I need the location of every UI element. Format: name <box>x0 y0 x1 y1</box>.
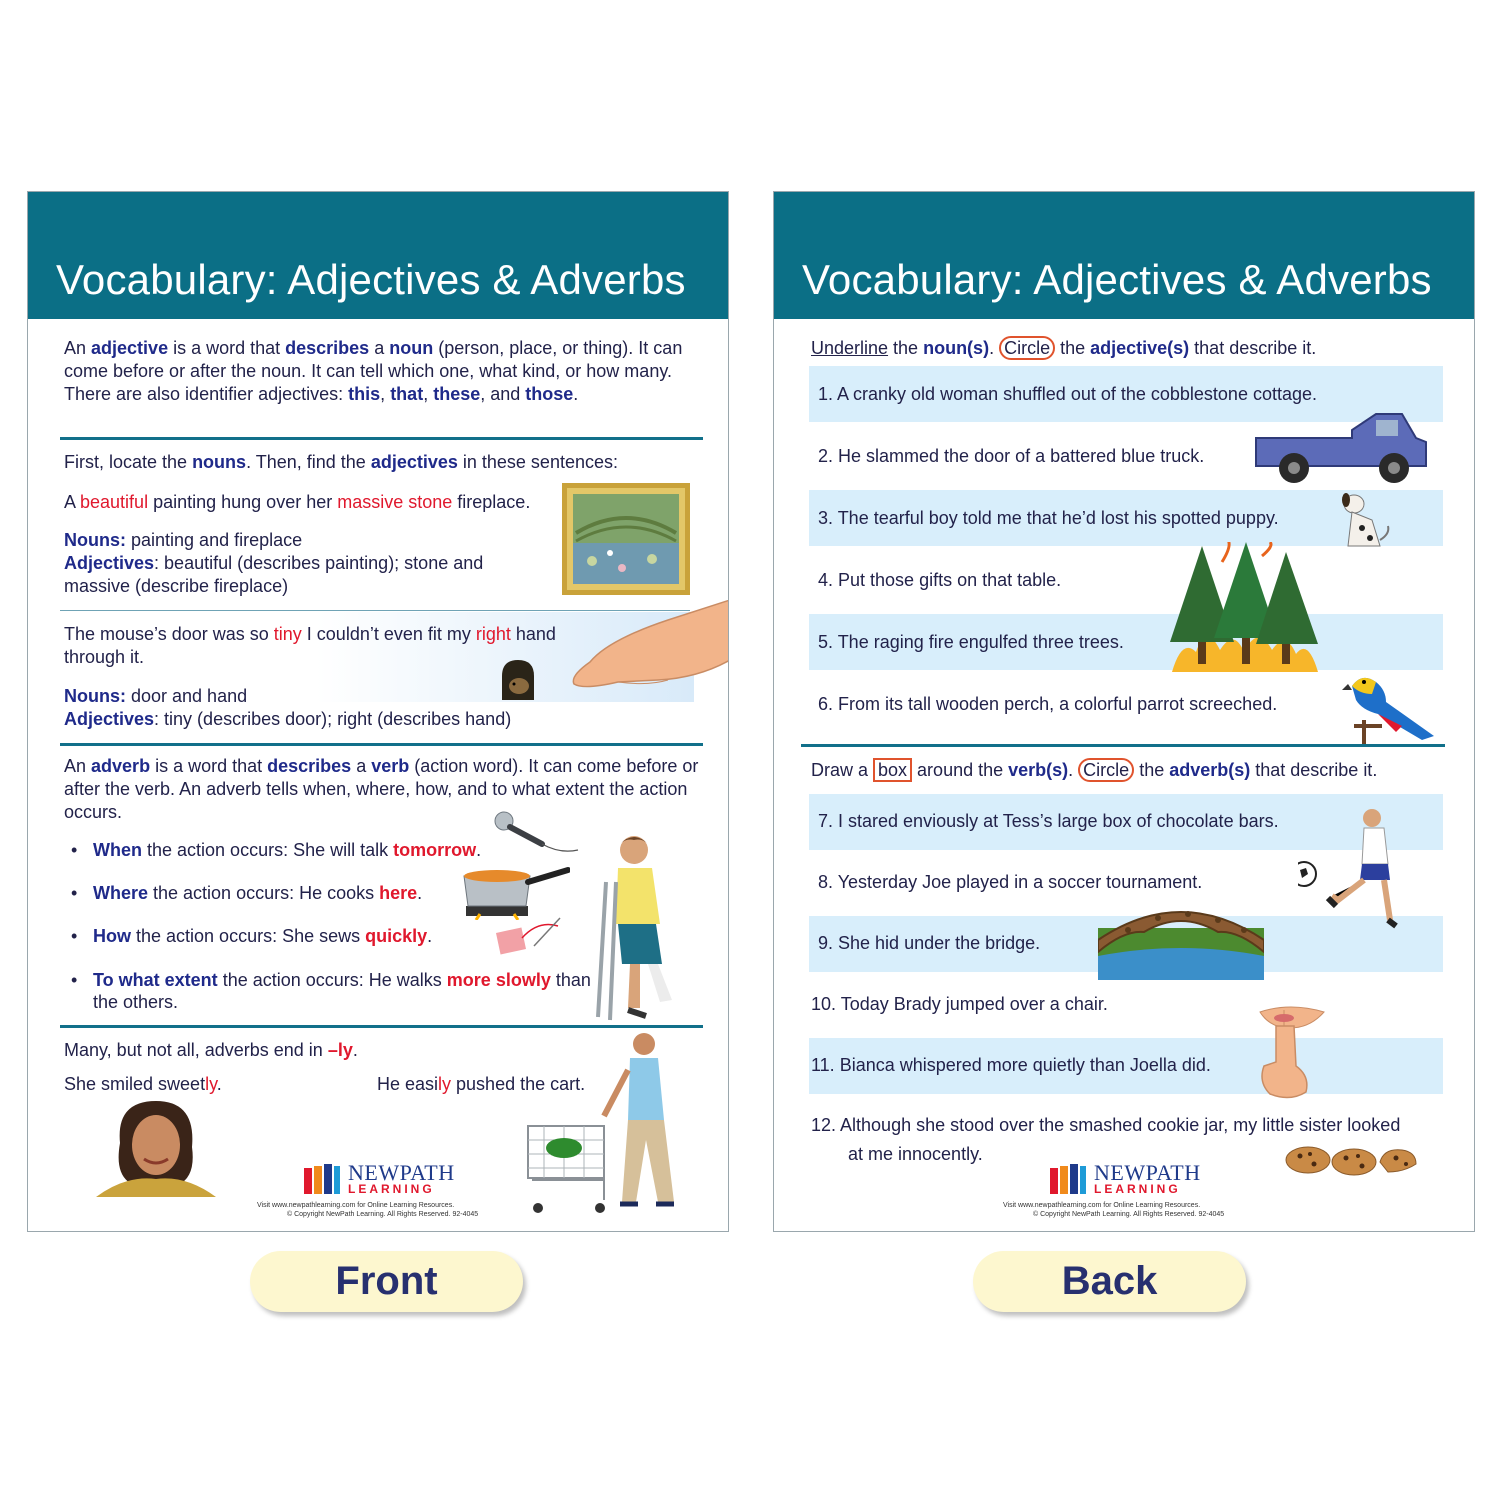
nouns-label: Nouns: <box>64 686 126 706</box>
question-8: 8. Yesterday Joe played in a soccer tournament. <box>818 872 1203 892</box>
bullet-lead: How <box>93 926 131 946</box>
text: that describe it. <box>1189 338 1317 358</box>
circle-word: Circle <box>1078 758 1134 782</box>
text: painting hung over her <box>148 492 338 512</box>
text: that describe it. <box>1250 760 1378 780</box>
cooking-pot-image <box>458 864 570 920</box>
bridge-painting-image <box>562 483 690 595</box>
text: I couldn’t even fit my <box>301 624 476 644</box>
text: . <box>427 926 433 946</box>
ly-highlight: ly <box>438 1074 452 1094</box>
adverb-highlight: tomorrow <box>393 840 477 860</box>
burning-trees-image <box>1162 542 1322 676</box>
term-these: these <box>433 384 481 404</box>
text: Draw a <box>811 760 874 780</box>
smiling-woman-image <box>96 1097 216 1197</box>
bullet-where <box>73 883 422 904</box>
text: A <box>64 492 81 512</box>
text: the <box>1055 338 1091 358</box>
text: An <box>64 338 92 358</box>
bullet-lead: When <box>93 840 142 860</box>
term-describes: describes <box>267 756 352 776</box>
text: . <box>573 384 579 404</box>
adjective-highlight: massive stone <box>337 492 453 512</box>
hand-and-mouse-image <box>498 600 729 705</box>
text: , <box>423 384 434 404</box>
term-that: that <box>390 384 424 404</box>
question-11: 11. Bianca whispered more quietly than Joella did. <box>811 1055 1211 1075</box>
term-describes: describes <box>285 338 370 358</box>
text: the action occurs: He cooks <box>148 883 380 903</box>
back-title: Vocabulary: Adjectives & Adverbs <box>802 256 1432 303</box>
parrot-image <box>1342 670 1438 746</box>
text: He easi <box>377 1074 439 1094</box>
text: (person, place, or thing). It can come before or after the noun. It can tell which one, what kind, or how many. There are also identifier adjectives: <box>64 338 683 404</box>
question-10: 10. Today Brady jumped over a chair. <box>811 994 1108 1014</box>
adjective-highlight: tiny <box>273 624 302 644</box>
text: the <box>888 338 924 358</box>
text: . Then, find the <box>246 452 371 472</box>
finger-to-lips-image <box>1250 1006 1330 1102</box>
ly-suffix: –ly <box>327 1040 353 1060</box>
stone-bridge-image <box>1098 900 1264 980</box>
text: a <box>369 338 390 358</box>
fine-print-2: © Copyright NewPath Learning. All Rights Reserved. 92-4045 <box>287 1211 479 1218</box>
term-nouns: noun(s) <box>923 338 990 358</box>
adjectives-value: : tiny (describes door); right (describes hand) <box>154 709 512 729</box>
cookies-image <box>1284 1142 1420 1178</box>
example-1-answer <box>64 529 554 598</box>
text: in these sentences: <box>457 452 618 472</box>
front-label: Front <box>250 1251 523 1312</box>
back-card <box>773 191 1475 1232</box>
term-adjective: adjective <box>91 338 169 358</box>
text: hand through it. <box>64 624 556 667</box>
divider <box>60 1025 703 1028</box>
logo-bottom-text: LEARNING <box>1094 1182 1181 1196</box>
sewing-needle-image <box>494 916 564 956</box>
text: (action word). It can come before or after the verb. An adverb tells when, where, how, and to what extent the action occurs. <box>64 756 699 822</box>
term-adjectives: adjectives <box>370 452 458 472</box>
ly-example-1 <box>64 1073 222 1096</box>
question-12: 12. Although she stood over the smashed cookie jar, my little sister looked <box>811 1115 1401 1135</box>
adjective-definition <box>64 337 704 406</box>
microphone-image <box>490 810 580 855</box>
logo-top-text: NEWPATH <box>1094 1160 1201 1185</box>
text: , <box>380 384 391 404</box>
adjectives-label: Adjectives <box>64 553 155 573</box>
text: . <box>352 1040 358 1060</box>
text: the action occurs: She sews <box>131 926 366 946</box>
boy-with-crutches-image <box>594 832 704 1027</box>
adjective-highlight: right <box>475 624 511 644</box>
adverb-highlight: more slowly <box>446 970 551 990</box>
text: the <box>1134 760 1170 780</box>
text: is a word that <box>150 756 268 776</box>
bullet-extent <box>73 969 603 1013</box>
instruction-2 <box>811 759 1377 782</box>
divider <box>60 437 703 440</box>
text: Many, but not all, adverbs end in <box>64 1040 328 1060</box>
term-adjectives: adjective(s) <box>1090 338 1190 358</box>
question-3: 3. The tearful boy told me that he’d lost his spotted puppy. <box>818 508 1279 528</box>
adjectives-label: Adjectives <box>64 709 155 729</box>
term-those: those <box>525 384 574 404</box>
adjective-highlight: beautiful <box>80 492 149 512</box>
text: . <box>216 1074 222 1094</box>
text: a <box>351 756 372 776</box>
text: . <box>989 338 1000 358</box>
text: around the <box>912 760 1009 780</box>
bullet-how <box>73 926 432 947</box>
divider <box>801 744 1445 747</box>
text: She smiled sweet <box>64 1074 206 1094</box>
adjectives-value: : beautiful (describes painting); stone and massive (describe fireplace) <box>64 553 484 596</box>
question-2: 2. He slammed the door of a battered blue truck. <box>818 446 1205 466</box>
front-card <box>27 191 729 1232</box>
term-verb: verb <box>371 756 410 776</box>
term-nouns: nouns <box>192 452 247 472</box>
example-sentence-1 <box>64 491 564 514</box>
question-7: 7. I stared enviously at Tess’s large box of chocolate bars. <box>818 811 1279 831</box>
soccer-player-image <box>1298 808 1428 938</box>
question-1: 1. A cranky old woman shuffled out of the cobblestone cottage. <box>818 384 1317 404</box>
question-6: 6. From its tall wooden perch, a colorful parrot screeched. <box>818 694 1278 714</box>
term-verbs: verb(s) <box>1008 760 1069 780</box>
text: the action occurs: He walks <box>217 970 447 990</box>
underline-word: Underline <box>811 338 889 358</box>
fine-print-1: Visit www.newpathlearning.com for Online Learning Resources. <box>257 1202 455 1209</box>
question-12-continued: at me innocently. <box>848 1144 983 1164</box>
logo-bottom-text: LEARNING <box>348 1182 435 1196</box>
nouns-value: door and hand <box>126 686 248 706</box>
man-pushing-cart-image <box>524 1030 684 1220</box>
fine-print-1: Visit www.newpathlearning.com for Online Learning Resources. <box>1003 1202 1201 1209</box>
term-adverb: adverb <box>91 756 151 776</box>
blue-truck-image <box>1252 408 1430 488</box>
adverb-definition <box>64 755 704 824</box>
text: fireplace. <box>452 492 531 512</box>
newpath-logo <box>1048 1162 1228 1200</box>
text: pushed the cart. <box>451 1074 586 1094</box>
box-word: box <box>873 758 912 782</box>
logo-top-text: NEWPATH <box>348 1160 455 1185</box>
text: The mouse’s door was so <box>64 624 274 644</box>
bullet-lead: Where <box>93 883 149 903</box>
term-adverbs: adverb(s) <box>1169 760 1251 780</box>
ly-rule <box>64 1039 564 1062</box>
text: First, locate the <box>64 452 193 472</box>
book-logo-icon <box>1048 1162 1088 1196</box>
back-label: Back <box>973 1251 1246 1312</box>
question-4: 4. Put those gifts on that table. <box>818 570 1062 590</box>
spotted-puppy-image <box>1336 490 1392 554</box>
text: . <box>417 883 423 903</box>
term-this: this <box>348 384 381 404</box>
question-9: 9. She hid under the bridge. <box>818 933 1041 953</box>
nouns-value: painting and fireplace <box>126 530 303 550</box>
instruction-1 <box>811 337 1316 360</box>
adverb-highlight: here <box>379 883 418 903</box>
term-noun: noun <box>389 338 434 358</box>
text: , and <box>480 384 526 404</box>
circle-word: Circle <box>999 336 1055 360</box>
text: the action occurs: She will talk <box>142 840 394 860</box>
front-title: Vocabulary: Adjectives & Adverbs <box>56 256 686 303</box>
question-5: 5. The raging fire engulfed three trees. <box>818 632 1124 652</box>
bullet-lead: To what extent <box>93 970 218 990</box>
nouns-label: Nouns: <box>64 530 126 550</box>
text: is a word that <box>168 338 286 358</box>
newpath-logo <box>302 1162 482 1200</box>
book-logo-icon <box>302 1162 342 1196</box>
text: . <box>1068 760 1079 780</box>
text: . <box>476 840 482 860</box>
text: than the others. <box>93 970 591 1012</box>
task-instruction <box>64 451 704 474</box>
text: An <box>64 756 92 776</box>
bullet-when <box>73 840 481 861</box>
adverb-highlight: quickly <box>365 926 428 946</box>
ly-highlight: ly <box>205 1074 217 1094</box>
divider <box>60 743 703 746</box>
fine-print-2: © Copyright NewPath Learning. All Rights Reserved. 92-4045 <box>1033 1211 1225 1218</box>
